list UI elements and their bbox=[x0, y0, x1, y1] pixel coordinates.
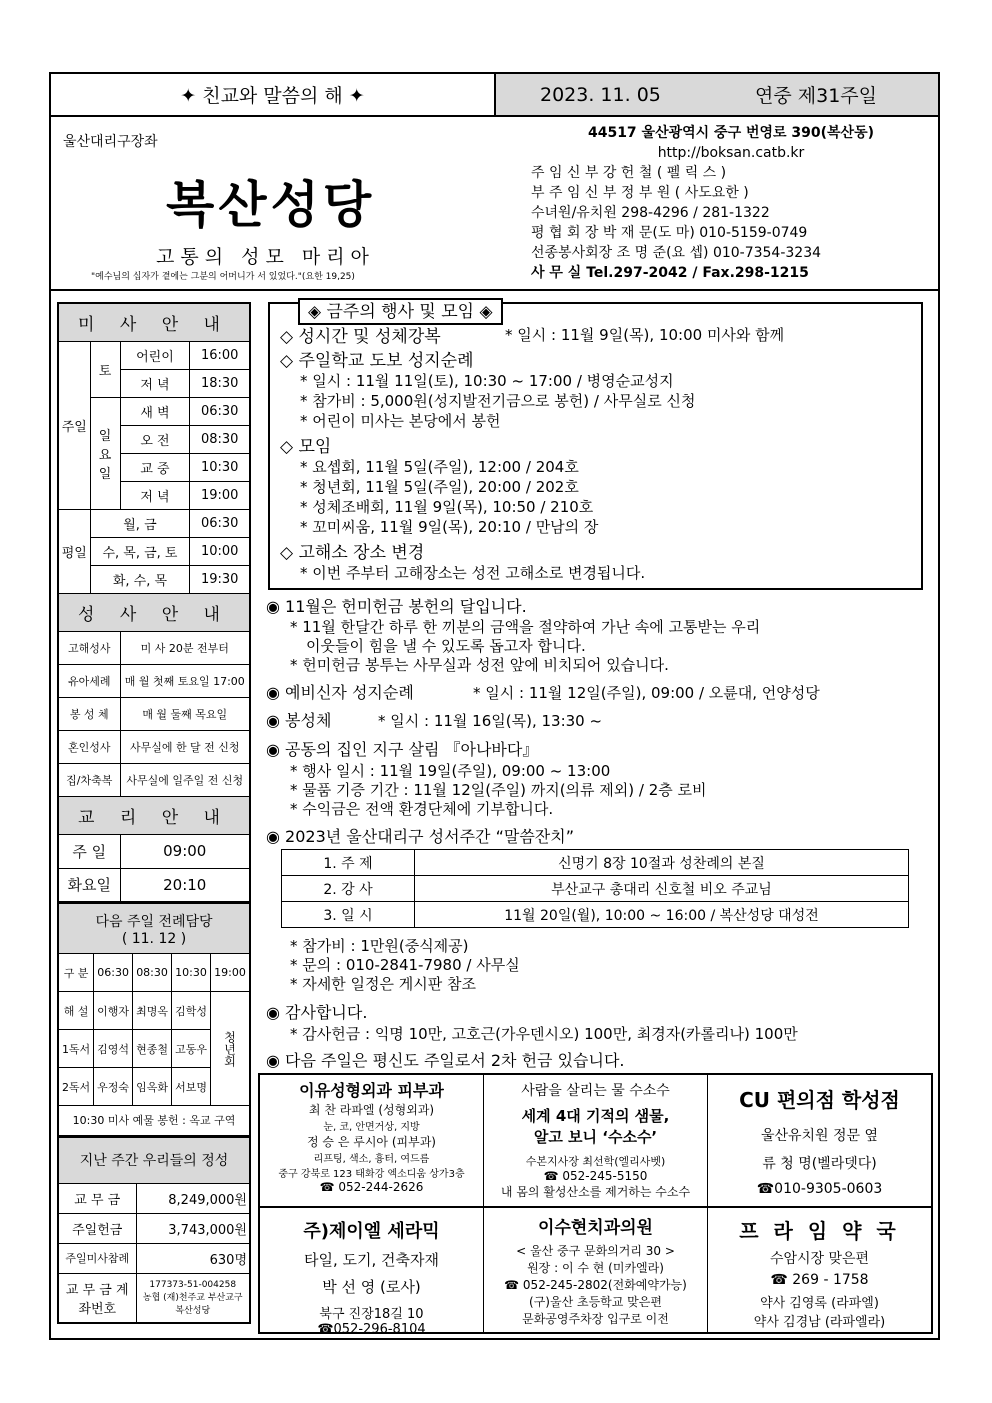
diocese: 울산대리구장좌 bbox=[63, 134, 158, 150]
ad-ceramic: 주)제이엘 세라믹 타일, 도기, 건축자재 박 선 영 (로사) 북구 진장18길 10 ☎052-296-8104 bbox=[260, 1208, 484, 1332]
staff-line: 주 임 신 부 강 헌 철 ( 펠 릭 스 ) bbox=[531, 165, 727, 181]
ad-clinic: 이유성형외과 피부과 최 찬 라파엘 (성형외과) 눈, 코, 안면거상, 지방 정 승 은 루시아 (피부과) 리프팅, 색소, 흉터, 여드름 중구 강북로 123 태화강 엑소디움 상가3층 ☎ 052-244-2626 bbox=[260, 1075, 484, 1206]
ad-dental: 이수현치과의원 < 울산 중구 문화의거리 30 > 원장 : 이 수 현 (미카엘라) ☎ 052-245-2802(전화예약가능) (구)울산 초등학교 맞은편 문화공영주차장 입구로 이전 bbox=[484, 1208, 708, 1332]
staff-line: 선종봉사회장 조 명 준(요 셉) 010-7354-3234 bbox=[531, 245, 822, 261]
liturgy-table: 다음 주일 전례담당 ( 11. 12 ) 구 분 06:30 08:30 10:30 19:00 해 설 이행자 최명옥 김학성 청년회 1독서 김영석 현종철 고동우 2독서 우정숙 임옥화 서보명 10:30 미사 예물 봉헌 : 옥교 구역 bbox=[57, 903, 251, 1137]
ads-row-2 bbox=[258, 1206, 933, 1337]
staff-line: 수녀원/유치원 298-4296 / 281-1322 bbox=[531, 205, 770, 221]
staff-line: 사 무 실 Tel.297-2042 / Fax.298-1215 bbox=[531, 265, 809, 281]
events-title: ◈ 금주의 행사 및 모임 ◈ bbox=[298, 298, 503, 325]
ads-row-1 bbox=[258, 1073, 933, 1208]
year-theme: ✦ 친교와 말씀의 해 ✦ bbox=[51, 74, 496, 115]
weekly-events-box: ◈ 금주의 행사 및 모임 ◈ ◇ 성시간 및 성체강복 * 일시 : 11월 9일(목), 10:00 미사와 함께 ◇ 주일학교 도보 성지순례 * 일시 : 11월 11일(토), 10:30 ~ 17:00 / 병영순교성지 * 참가비 : 5,000원(성지발전기금으로 봉헌) / 사무실로 신청 * 어린이 미사는 본당에서 봉헌 ◇ 모임 * 요셉회, 11월 5일(주일), 12:00 / 204호 * 청년회, 11월 5일(주일), 20:00 / 202호 * 성체조배회, 11월 9일(목), 10:50 / 210호 * 꼬미씨움, 11월 9일(목), 20:10 / 만남의 장 ◇ 고해소 장소 변경 * 이번 주부터 고해장소는 성전 고해소로 변경됩니다. bbox=[268, 302, 923, 590]
top-bar bbox=[51, 74, 938, 117]
header bbox=[51, 117, 938, 291]
bulletin-frame: ✦ 친교와 말씀의 해 ✦ 2023. 11. 05 연중 제31주일 울산대리구장좌 복산성당 고통의 성모 마리아 "예수님의 십자가 곁에는 그분의 어머니가 서 있었다."(요한 19,25) 44517 울산광역시 중구 번영로 390(복산동) http://boksan.catb.kr 주 임 신 부 강 헌 철 ( 펠 릭 스 ) 부 주 임 신 부 정 부 원 ( 사도요한 ) 수녀원/유치원 298-4296 / 281-1322 평 협 회 장 박 재 문(도 마) 010-5159-0749 선종봉사회장 조 명 준(요 셉) 010-7354-3234 사 무 실 Tel.297-2042 / Fax.298-1215 미 사 안 내 주일 토 어린이 16:00 저 녁 18:30 일요일 새 벽 06:30 오 전 08:30 교 중 10:30 저 녁 19:00 평일 월, 금 06:30 수, 목, 금, 토 10:00 화, 수, 목 19:30 성 사 안 내 고해성사 미 사 20분 전부터 유아세례 매 월 첫째 토요일 17:00 봉 성 체 매 월 둘째 목요일 혼인성사 사무실에 한 달 전 신청 집/차축복 사무실에 일주일 전 신청 교 리 안 내 주 일 09:00 화요일 20:10 다음 주일 전례담당 ( 11. 12 ) 구 분 06:30 08:30 10:30 19:00 해 설 이행자 최명옥 김학성 청년회 1독서 김영석 현종철 고동우 2독서 우정숙 임옥화 서보명 10:30 미사 예물 봉헌 : 옥교 구역 지난 주간 우리들의 정성 교 무 금 8,249,000원 주일헌금 3,743,000원 주일미사참례 630명 교 무 금 계좌번호 177373-51-004258 농협 (재)천주교 부산교구 복산성당 ◈ 금주의 행사 및 모임 ◈ ◇ 성시간 및 성체강복 * 일시 : 11월 9일(목), 10:00 미사와 함께 ◇ 주일학교 도보 성지순례 * 일시 : 11월 11일(토), 10:30 ~ 17:00 / 병영순교성지 * 참가비 : 5,000원(성지발전기금으로 봉헌) / 사무실로 신청 * 어린이 미사는 본당에서 봉헌 ◇ 모임 * 요셉회, 11월 5일(주일), 12:00 / 204호 * 청년회, 11월 5일(주일), 20:00 / 202호 * 성체조배회, 11월 9일(목), 10:50 / 210호 * 꼬미씨움, 11월 9일(목), 20:10 / 만남의 장 ◇ 고해소 장소 변경 * 이번 주부터 고해장소는 성전 고해소로 변경됩니다. ◉ 11월은 헌미헌금 봉헌의 달입니다. * 11월 한달간 하루 한 끼분의 금액을 절약하여 가난 속에 고통받는 우리 이웃들이 힘을 낼 수 있도록 돕고자 합니다. * 헌미헌금 봉투는 사무실과 성전 앞에 비치되어 있습니다. ◉ 예비신자 성지순례 * 일시 : 11월 12일(주일), 09:00 / 오륜대, 언양성당 ◉ 봉성체 * 일시 : 11월 16일(목), 13:30 ~ ◉ 공동의 집인 지구 살림 『아나바다』 * 행사 일시 : 11월 19일(주일), 09:00 ~ 13:00 * 물품 기증 기간 : 11월 12일(주일) 까지(의류 제외) / 2층 로비 * 수익금은 전액 환경단체에 기부합니다. ◉ 2023년 울산대리구 성서주간 “말씀잔치” 1. 주 제 신명기 8장 10절과 성찬례의 본질 2. 강 사 부산교구 총대리 신호철 비오 주교님 3. 일 시 11월 20일(월), 10:00 ~ 16:00 / 복산성당 대성전 * 참가비 : 1만원(중식제공) * 문의 : 010-2841-7980 / 사무실 * 자세한 일정은 게시판 참조 ◉ 감사합니다. * 감사헌금 : 익명 10만, 고호근(가우덴시오) 100만, 최경자(카롤리나) 100만 ◉ 다음 주일은 평신도 주일로서 2차 헌금 있습니다. 이유성형외과 피부과 최 찬 라파엘 (성형외과) 눈, 코, 안면거상, 지방 정 승 은 루시아 (피부과) 리프팅, 색소, 흉터, 여드름 중구 강북로 123 태화강 엑소디움 상가3층 ☎ 052-244-2626 사람을 살리는 물 수소수 세계 4대 기적의 샘물, 알고 보니 ‘수소수’ 수본지사장 최선학(엘리사벳) ☎ 052-245-5150 내 몸의 활성산소를 제거하는 수소수 CU 편의점 학성점 울산유치원 정문 옆 류 청 명(벨라뎃다) ☎010-9305-0603 주)제이엘 세라믹 타일, 도기, 건축자재 박 선 영 (로사) 북구 진장18길 10 ☎052-296-8104 이수현치과의원 < 울산 중구 문화의거리 30 > 원장 : 이 수 현 (미카엘라) ☎ 052-245-2802(전화예약가능) (구)울산 초등학교 맞은편 문화공영주차장 입구로 이전 프 라 임 약 국 수암시장 맞은편 ☎ 269 - 1758 약사 김영록 (라파엘) 약사 김경남 (라파엘라) bbox=[49, 72, 940, 1340]
mass-table: 미 사 안 내 주일 토 어린이 16:00 저 녁 18:30 일요일 새 벽 06:30 오 전 08:30 교 중 10:30 저 녁 19:00 평일 월, 금 06:30 수, 목, 금, 토 10:00 화, 수, 목 19:30 성 사 안 내 고해성사 미 사 20분 전부터 유아세례 매 월 첫째 토요일 17:00 봉 성 체 매 월 둘째 목요일 혼인성사 사무실에 한 달 전 신청 집/차축복 사무실에 일주일 전 신청 교 리 안 내 주 일 09:00 화요일 20:10 bbox=[57, 302, 251, 903]
ad-water: 사람을 살리는 물 수소수 세계 4대 기적의 샘물, 알고 보니 ‘수소수’ 수본지사장 최선학(엘리사벳) ☎ 052-245-5150 내 몸의 활성산소를 제거하는 수소수 bbox=[484, 1075, 708, 1206]
liturgical-week: 연중 제31주일 bbox=[755, 85, 877, 107]
staff-line: 부 주 임 신 부 정 부 원 ( 사도요한 ) bbox=[531, 185, 749, 201]
parish-name: 복산성당 bbox=[166, 175, 376, 234]
mass-title: 미 사 안 내 bbox=[58, 303, 250, 341]
parish-info bbox=[531, 123, 931, 283]
left-column bbox=[57, 302, 251, 1324]
catechism-title: 교 리 안 내 bbox=[58, 796, 250, 834]
ad-store: CU 편의점 학성점 울산유치원 정문 옆 류 청 명(벨라뎃다) ☎010-9305-0603 bbox=[739, 1088, 900, 1197]
bible-week-table: 1. 주 제 신명기 8장 10절과 성찬례의 본질 2. 강 사 부산교구 총대리 신호철 비오 주교님 3. 일 시 11월 20일(월), 10:00 ~ 16:00 / 복산성당 대성전 bbox=[281, 849, 909, 928]
ad-pharmacy: 프 라 임 약 국 수암시장 맞은편 ☎ 269 - 1758 약사 김영록 (라파엘) 약사 김경남 (라파엘라) bbox=[739, 1219, 900, 1330]
quote: "예수님의 십자가 곁에는 그분의 어머니가 서 있었다."(요한 19,25) bbox=[91, 272, 355, 282]
website[interactable]: http://boksan.catb.kr bbox=[657, 145, 805, 161]
sacrament-title: 성 사 안 내 bbox=[58, 593, 250, 631]
date: 2023. 11. 05 bbox=[540, 83, 661, 106]
offering-table: 지난 주간 우리들의 정성 교 무 금 8,249,000원 주일헌금 3,743,000원 주일미사참례 630명 교 무 금 계좌번호 177373-51-004258 농협 (재)천주교 부산교구 복산성당 bbox=[57, 1137, 251, 1325]
address: 44517 울산광역시 중구 번영로 390(복산동) bbox=[587, 125, 875, 141]
staff-line: 평 협 회 장 박 재 문(도 마) 010-5159-0749 bbox=[531, 225, 808, 241]
patron: 고통의 성모 마리아 bbox=[156, 246, 375, 268]
